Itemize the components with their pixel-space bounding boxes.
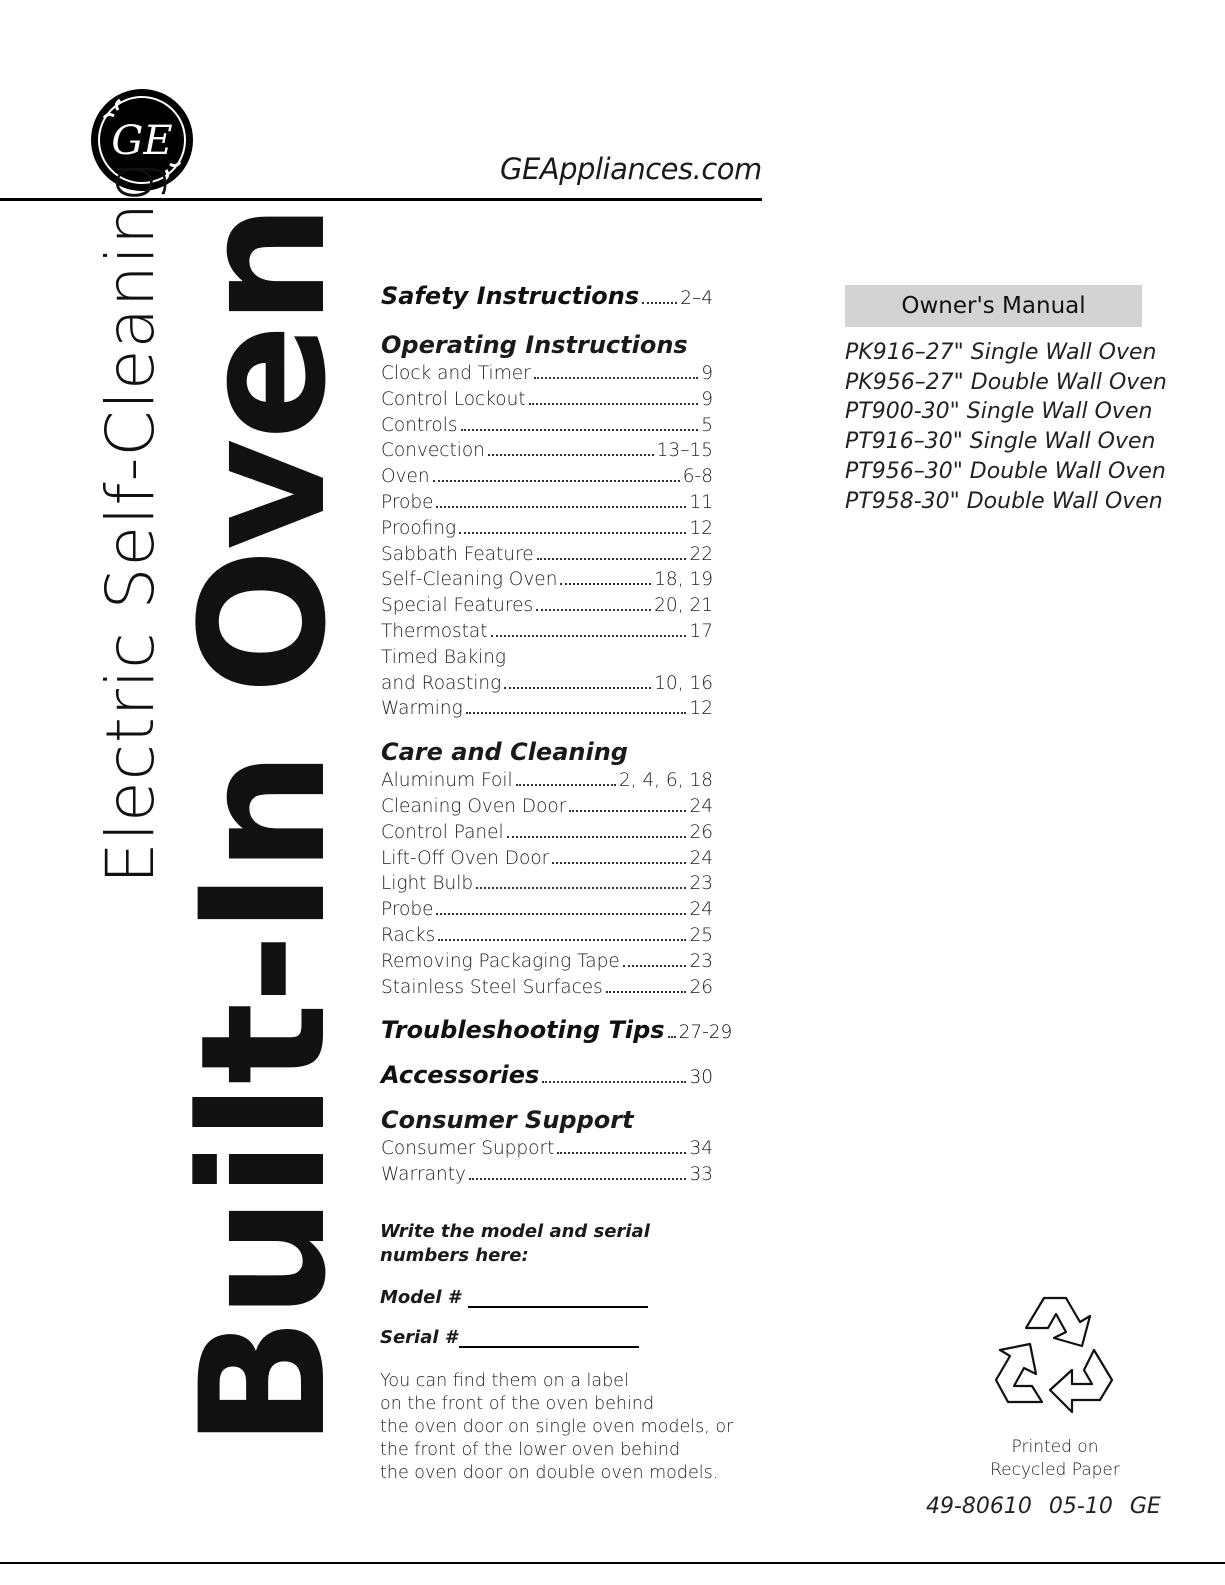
leader-dots — [459, 532, 686, 534]
toc-item[interactable] — [381, 516, 713, 542]
toc-consumer-title: Consumer Support — [381, 1106, 634, 1135]
toc-item-pages: 26 — [689, 821, 713, 843]
toc-item-label: Warming — [381, 698, 463, 720]
leader-dots — [552, 862, 686, 864]
toc-item-pages: 33 — [689, 1164, 713, 1186]
leader-dots — [606, 991, 687, 993]
model-item: PT958-30" Double Wall Oven — [845, 488, 1163, 514]
toc-item[interactable] — [381, 542, 713, 568]
leader-dots — [433, 480, 680, 482]
model-item: PK916–27" Single Wall Oven — [845, 340, 1157, 365]
toc-item-pages: 22 — [689, 543, 713, 565]
toc-item[interactable] — [381, 949, 713, 975]
toc-item-label: and Roasting — [381, 672, 502, 694]
leader-dots — [476, 887, 686, 889]
toc-item-pages: 23 — [689, 950, 713, 972]
leader-dots — [466, 712, 687, 714]
part-number: 49-80610 05-10 GE — [926, 1494, 1161, 1519]
leader-dots — [436, 506, 686, 508]
toc-operating-list — [381, 361, 713, 722]
model-serial-record — [380, 1220, 740, 1485]
toc-item-pages: 24 — [689, 899, 713, 921]
toc-item-label: Convection — [381, 440, 485, 462]
toc-item-pages: 18, 19 — [654, 569, 713, 591]
toc-item[interactable] — [381, 1136, 713, 1162]
toc-item-label: Light Bulb — [381, 873, 474, 895]
toc-item[interactable] — [381, 387, 713, 413]
leader-dots — [534, 377, 699, 379]
toc-item-pages: 20, 21 — [654, 595, 713, 617]
toc-item[interactable] — [381, 794, 713, 820]
toc-safety-pages: 2–4 — [680, 288, 713, 309]
toc-item-pages: 34 — [689, 1138, 713, 1160]
note-line: You can find them on a label — [380, 1371, 629, 1391]
toc-item-pages: 23 — [689, 873, 713, 895]
recycled-line2: Recycled Paper — [990, 1460, 1120, 1480]
toc-item-pages: 24 — [689, 847, 713, 869]
toc-troubleshooting[interactable] — [381, 1014, 733, 1049]
leader-dots — [461, 429, 699, 431]
toc-item-label: Removing Packaging Tape — [381, 950, 620, 972]
record-title-line2: numbers here: — [380, 1245, 529, 1266]
toc-accessories-title: Accessories — [381, 1061, 540, 1090]
toc-item[interactable] — [381, 846, 713, 872]
leader-dots — [642, 302, 677, 304]
toc-item[interactable] — [381, 897, 713, 923]
model-list — [845, 338, 1167, 516]
toc-item[interactable] — [381, 593, 713, 619]
model-label: Model # — [380, 1287, 461, 1308]
toc-item-label: Probe — [381, 491, 434, 513]
recycle-icon — [986, 1290, 1122, 1420]
toc-item[interactable] — [381, 438, 713, 464]
toc-troubleshooting-pages: 27-29 — [678, 1022, 733, 1044]
toc-item[interactable] — [381, 820, 713, 846]
toc-accessories[interactable] — [381, 1059, 713, 1094]
leader-dots — [668, 1036, 676, 1038]
toc-item-pages: 9 — [701, 363, 713, 384]
serial-input-line[interactable] — [459, 1328, 639, 1348]
leader-dots — [536, 609, 651, 611]
toc-item-pages: 24 — [689, 795, 713, 817]
toc-item[interactable] — [381, 619, 713, 645]
toc-item-pages: 10, 16 — [654, 672, 713, 694]
toc-item-label: Aluminum Foil — [381, 770, 513, 792]
toc-item-label: Timed Baking — [381, 646, 507, 668]
logo-text: GE — [111, 118, 173, 164]
toc-item[interactable] — [381, 768, 713, 794]
toc-item[interactable] — [381, 490, 713, 516]
toc-item[interactable] — [381, 871, 713, 897]
toc-item-pages: 17 — [689, 620, 713, 642]
toc-care-list — [381, 768, 713, 1000]
toc-item[interactable] — [381, 975, 713, 1001]
leader-dots — [507, 836, 687, 838]
note-line: the front of the lower oven behind — [380, 1440, 681, 1460]
toc-item-pages: 2, 4, 6, 18 — [618, 770, 713, 792]
toc-item-pages: 25 — [689, 924, 713, 946]
toc-item[interactable] — [381, 413, 713, 439]
leader-dots — [438, 939, 686, 941]
toc-item-pages: 26 — [689, 976, 713, 998]
toc-accessories-pages: 30 — [689, 1067, 713, 1089]
toc-item-pages: 6-8 — [682, 466, 713, 488]
toc-item-label: Oven — [381, 466, 430, 488]
note-line: the oven door on single oven models, or — [380, 1417, 734, 1437]
toc-consumer-list — [381, 1136, 713, 1188]
table-of-contents — [381, 280, 733, 1188]
toc-item-pages: 11 — [689, 491, 713, 513]
recycled-paper-note — [960, 1436, 1150, 1482]
record-title-line1: Write the model and serial — [380, 1221, 650, 1242]
leader-dots — [537, 558, 687, 560]
toc-item[interactable] — [381, 1162, 713, 1188]
leader-dots — [542, 1081, 686, 1083]
toc-safety-title: Safety Instructions — [381, 282, 640, 310]
model-field — [380, 1284, 740, 1308]
leader-dots — [569, 810, 686, 812]
toc-item[interactable] — [381, 671, 713, 697]
toc-item-pages: 5 — [701, 414, 713, 436]
toc-troubleshooting-title: Troubleshooting Tips — [381, 1016, 665, 1045]
toc-item-label: Consumer Support — [381, 1138, 555, 1160]
label-location-note — [380, 1370, 740, 1485]
toc-item-pages: 9 — [701, 388, 713, 410]
toc-item-label: Stainless Steel Surfaces — [381, 976, 603, 998]
note-line: on the front of the oven behind — [380, 1394, 655, 1414]
toc-item[interactable] — [381, 567, 713, 593]
leader-dots — [623, 965, 687, 967]
toc-item-label: Warranty — [381, 1164, 466, 1186]
leader-dots — [529, 403, 699, 405]
note-line: the oven door on double oven models. — [380, 1463, 719, 1483]
toc-operating-title: Operating Instructions — [381, 331, 688, 359]
toc-item-label: Clock and Timer — [381, 363, 531, 384]
toc-item-label: Sabbath Feature — [381, 543, 534, 565]
recycled-line1: Printed on — [1011, 1437, 1099, 1457]
toc-item-label: Controls — [381, 414, 458, 436]
model-item: PK956–27" Double Wall Oven — [845, 369, 1167, 395]
toc-item-pages: 12 — [689, 517, 713, 539]
toc-item-label: Special Features — [381, 595, 534, 617]
toc-safety[interactable] — [381, 280, 713, 315]
serial-label: Serial # — [380, 1327, 458, 1348]
toc-item-label: Lift-Off Oven Door — [381, 847, 550, 869]
toc-item-label: Control Panel — [381, 821, 504, 843]
toc-care-title: Care and Cleaning — [381, 738, 628, 767]
toc-item[interactable] — [381, 923, 713, 949]
toc-item-pages: 13–15 — [656, 440, 713, 462]
toc-item-pages: 12 — [689, 698, 713, 720]
toc-item-label: Cleaning Oven Door — [381, 795, 567, 817]
model-item: PT900-30" Single Wall Oven — [845, 399, 1153, 425]
product-title: Built-In Oven — [163, 205, 364, 1448]
leader-dots — [504, 687, 651, 689]
leader-dots — [436, 913, 686, 915]
toc-item[interactable] — [381, 645, 713, 671]
leader-dots — [557, 1152, 686, 1154]
toc-item-label: Racks — [381, 924, 436, 946]
website-url[interactable]: GEAppliances.com — [500, 152, 762, 186]
toc-item-label: Probe — [381, 899, 434, 921]
leader-dots — [491, 635, 687, 637]
serial-field — [380, 1324, 740, 1348]
leader-dots — [516, 784, 616, 786]
model-item: PT916–30" Single Wall Oven — [845, 429, 1156, 455]
owners-manual-banner: Owner's Manual — [845, 285, 1142, 327]
leader-dots — [560, 583, 651, 585]
model-input-line[interactable] — [468, 1288, 648, 1308]
toc-item-label: Proofing — [381, 517, 457, 539]
toc-item-label: Control Lockout — [381, 388, 526, 410]
toc-item[interactable] — [381, 696, 713, 722]
model-item: PT956–30" Double Wall Oven — [845, 458, 1166, 484]
leader-dots — [488, 454, 654, 456]
product-subtitle: Electric Self-Cleaning — [92, 161, 169, 884]
toc-item[interactable] — [381, 361, 713, 387]
leader-dots — [469, 1178, 687, 1180]
toc-item-label: Thermostat — [381, 620, 488, 642]
footer-rule — [0, 1562, 1225, 1564]
toc-item-label: Self-Cleaning Oven — [381, 569, 558, 591]
toc-item[interactable] — [381, 464, 713, 490]
